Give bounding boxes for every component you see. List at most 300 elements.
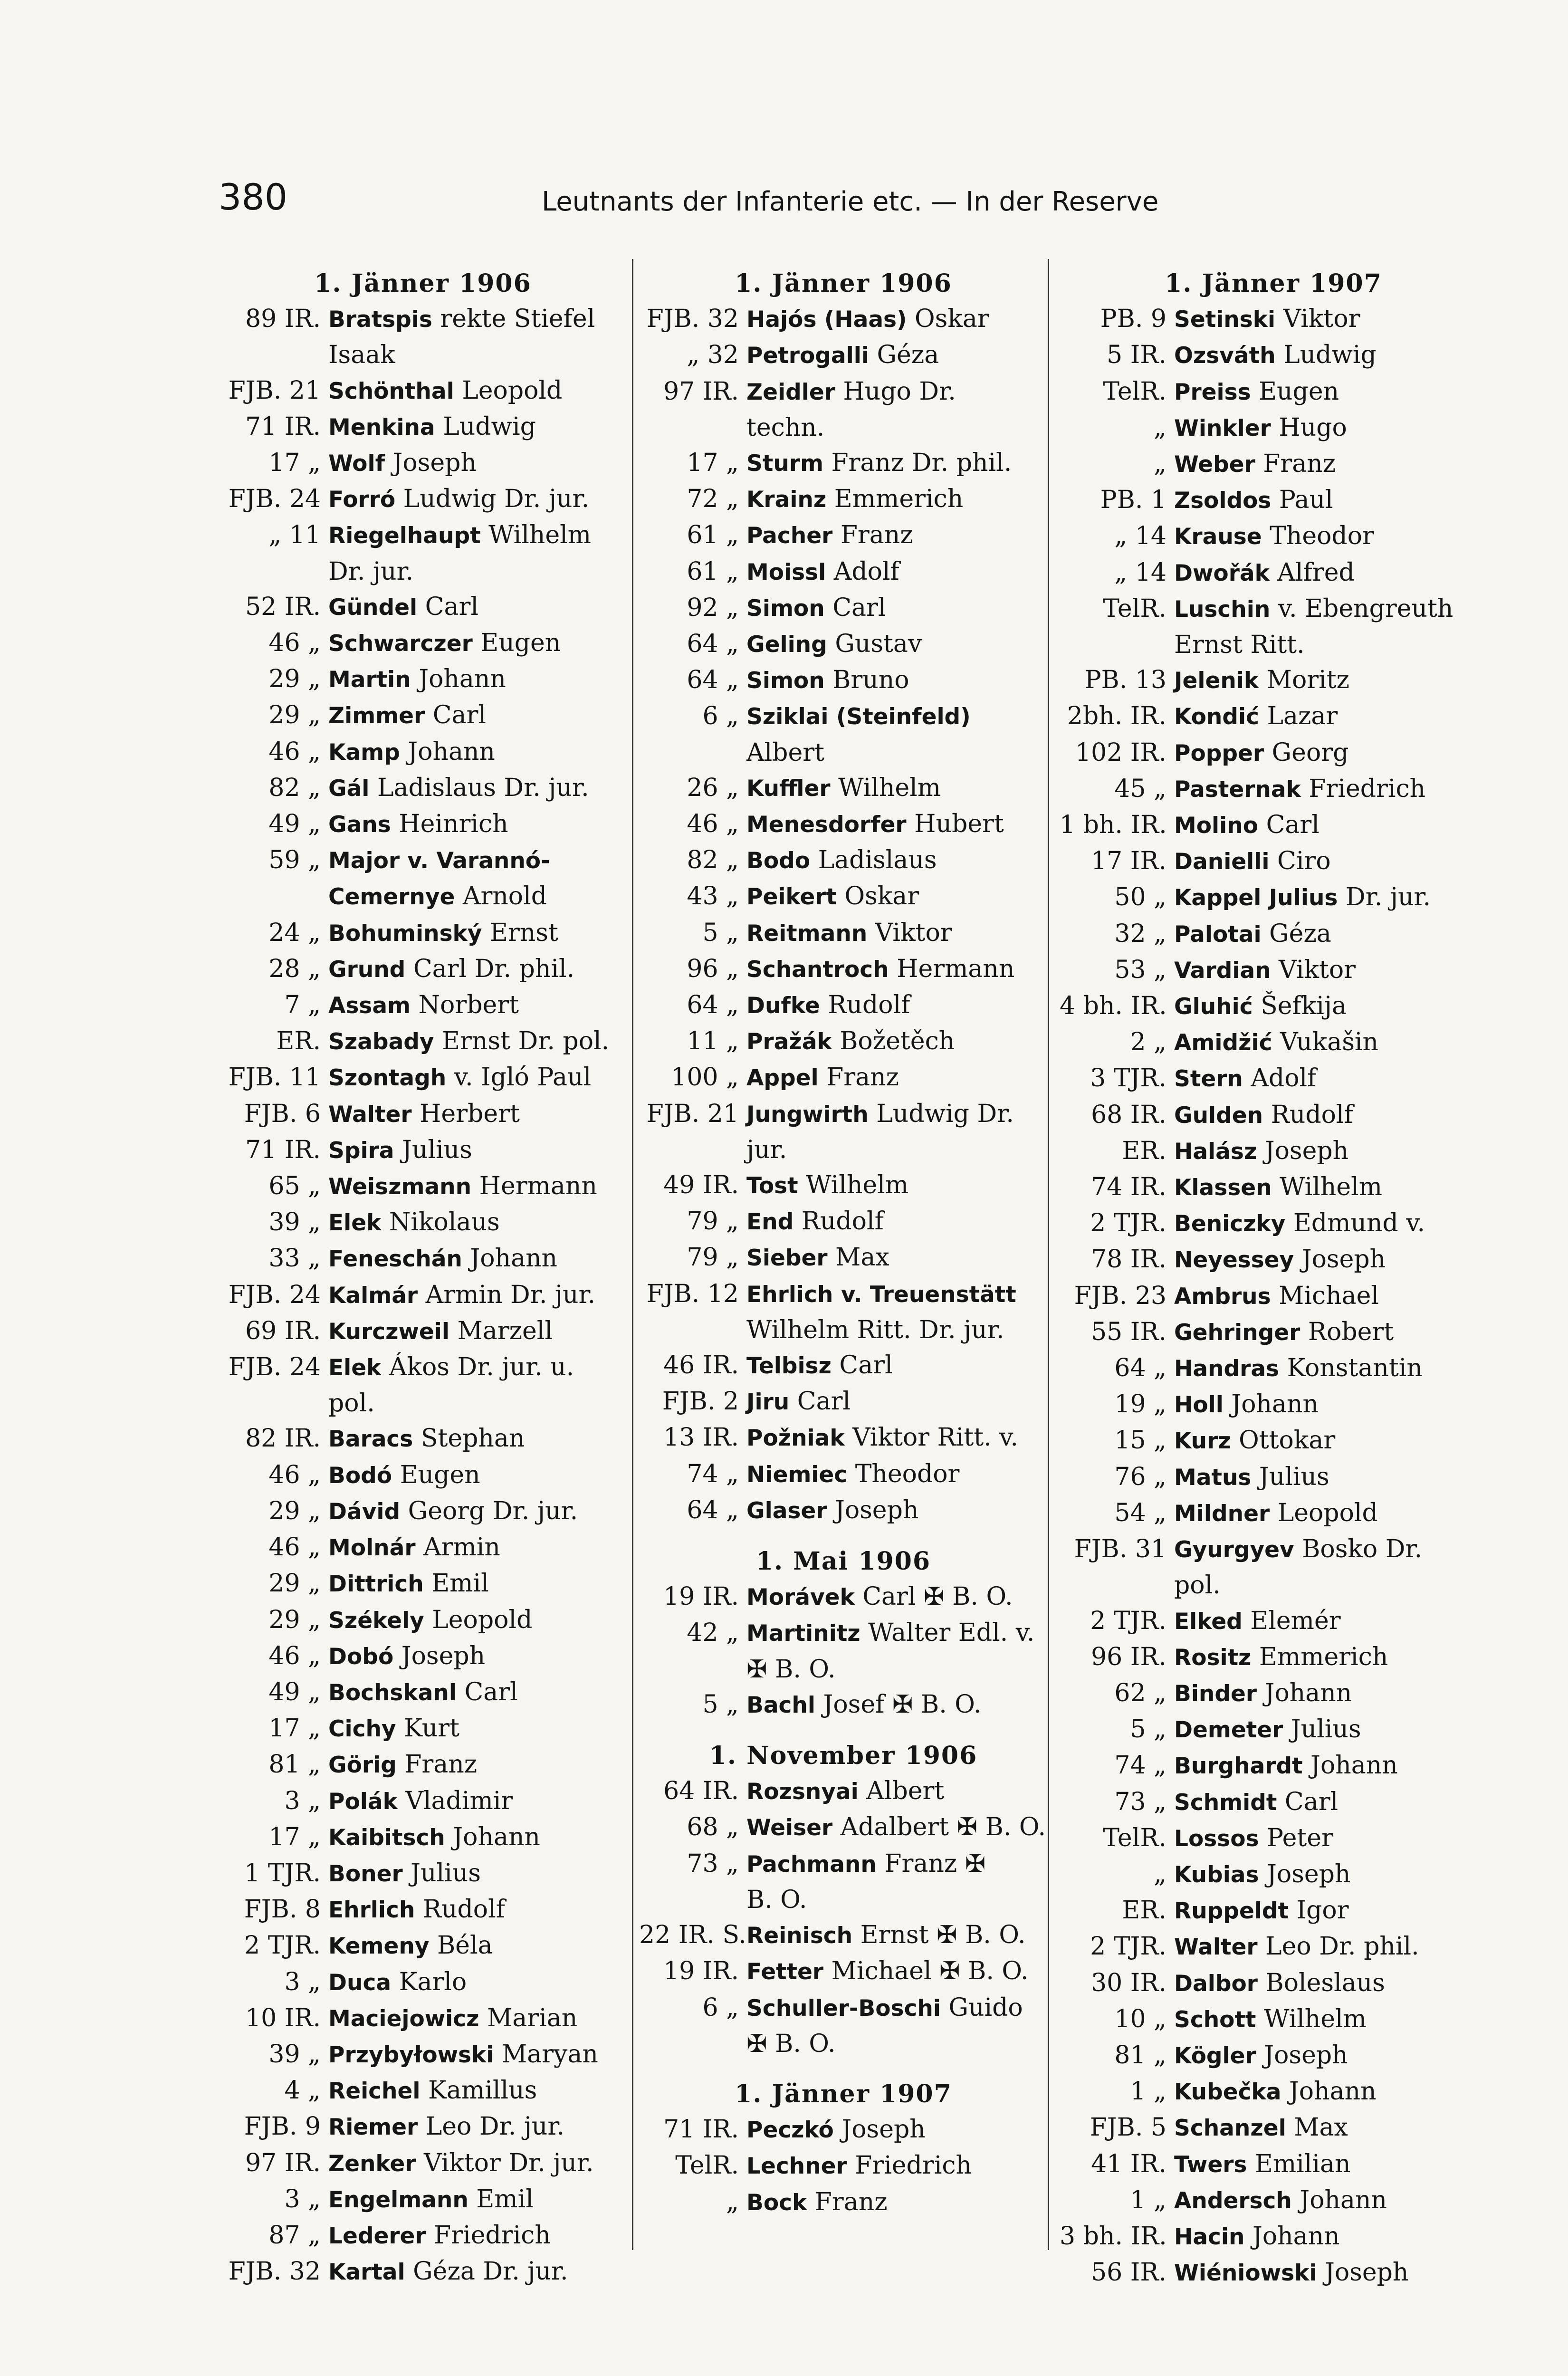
roster-entry bbox=[639, 626, 1048, 662]
given-name: Géza bbox=[1269, 919, 1331, 948]
officer-name bbox=[328, 517, 625, 589]
unit-label: FJB. 32 bbox=[228, 2257, 321, 2286]
officer-name bbox=[746, 2112, 1048, 2148]
roster-entry bbox=[639, 1456, 1048, 1493]
roster-entry bbox=[1060, 337, 1487, 374]
roster-entry bbox=[639, 1615, 1048, 1686]
unit-label: 74 IR. bbox=[1091, 1173, 1166, 1202]
unit-label: 82 IR. bbox=[245, 1424, 321, 1453]
surname: Reichel bbox=[328, 2078, 421, 2105]
given-name: Marian bbox=[487, 2003, 578, 2032]
unit-label: 3 „ bbox=[284, 1967, 321, 1996]
officer-name bbox=[328, 734, 625, 770]
given-name: Ernst bbox=[489, 918, 558, 947]
officer-name bbox=[1174, 988, 1487, 1025]
given-name: Joseph bbox=[392, 449, 477, 477]
officer-name bbox=[328, 1602, 625, 1638]
roster-entry bbox=[221, 625, 625, 661]
officer-name bbox=[328, 915, 625, 951]
roster-entry bbox=[1060, 1857, 1487, 1893]
unit-label: 50 „ bbox=[1114, 883, 1166, 912]
surname: Jiru bbox=[746, 1389, 790, 1416]
surname: Peczkó bbox=[746, 2117, 834, 2144]
surname: Neyessey bbox=[1174, 1247, 1294, 1274]
given-name: Joseph bbox=[1267, 1859, 1351, 1888]
roster-entry bbox=[1060, 699, 1487, 735]
page-header bbox=[219, 176, 1473, 233]
surname: Menesdorfer bbox=[746, 812, 907, 838]
section-heading: 1. Mai 1906 bbox=[755, 1547, 931, 1576]
given-name: Johann bbox=[1231, 1390, 1319, 1419]
surname: Schönthal bbox=[328, 378, 454, 404]
roster-entry bbox=[221, 1964, 625, 2001]
roster-entry bbox=[1060, 735, 1487, 771]
surname: Binder bbox=[1174, 1680, 1257, 1707]
surname: Zimmer bbox=[328, 703, 425, 729]
roster-entry bbox=[1060, 1820, 1487, 1857]
surname: Gulden bbox=[1174, 1102, 1263, 1129]
unit-label: 46 „ bbox=[268, 1641, 321, 1670]
surname: Maciejowicz bbox=[328, 2005, 479, 2032]
unit-label: FJB. 24 bbox=[228, 485, 321, 514]
officer-name bbox=[328, 1241, 625, 1277]
officer-name bbox=[1174, 1712, 1487, 1748]
officer-name bbox=[1174, 1748, 1487, 1784]
unit-label: 46 „ bbox=[268, 737, 321, 766]
roster-entry bbox=[639, 1096, 1048, 1168]
given-name: Armin Dr. jur. bbox=[425, 1280, 596, 1309]
unit-label: FJB. 32 bbox=[646, 305, 739, 334]
unit-label: TelR. bbox=[1103, 594, 1166, 623]
unit-label: 78 IR. bbox=[1091, 1245, 1166, 1274]
roster-entry bbox=[639, 1204, 1048, 1240]
unit-label: 76 „ bbox=[1114, 1462, 1166, 1491]
officer-name bbox=[746, 806, 1048, 843]
surname: Lossos bbox=[1174, 1825, 1259, 1852]
roster-entry bbox=[639, 517, 1048, 554]
officer-name bbox=[1174, 2002, 1487, 2038]
roster-entry bbox=[1060, 807, 1487, 843]
roster-entry bbox=[639, 770, 1048, 806]
unit-label: 46 „ bbox=[268, 1460, 321, 1489]
given-name: Ciro bbox=[1277, 847, 1331, 876]
unit-label: 71 IR. bbox=[245, 1135, 321, 1164]
surname: Kaibitsch bbox=[328, 1824, 445, 1851]
given-name: Ludwig bbox=[443, 412, 536, 441]
unit-label: 62 „ bbox=[1114, 1678, 1166, 1707]
officer-name bbox=[1174, 735, 1487, 771]
given-name: Albert bbox=[866, 1777, 945, 1806]
roster-entry bbox=[639, 1420, 1048, 1456]
unit-label: FJB. 11 bbox=[228, 1063, 321, 1092]
surname: Weber bbox=[1174, 451, 1255, 478]
given-name: Carl bbox=[1266, 811, 1319, 840]
unit-label: FJB. 21 bbox=[228, 376, 321, 405]
unit-label: 6 „ bbox=[702, 1993, 739, 2022]
unit-label: FJB. 31 bbox=[1074, 1535, 1166, 1564]
roster-entry bbox=[1060, 1025, 1487, 1061]
officer-name bbox=[328, 806, 625, 843]
roster-entry bbox=[221, 2001, 625, 2037]
unit-label: 10 „ bbox=[1114, 2004, 1166, 2033]
name-continuation: ✠ B. O. bbox=[746, 1655, 836, 1684]
unit-label: 4 „ bbox=[284, 2076, 321, 2105]
unit-label: 3 TJR. bbox=[1090, 1064, 1166, 1093]
officer-name bbox=[328, 1277, 625, 1313]
unit-label: 69 IR. bbox=[245, 1316, 321, 1345]
unit-label: 55 IR. bbox=[1091, 1317, 1166, 1346]
officer-name bbox=[1174, 1495, 1487, 1532]
surname: Pacher bbox=[746, 523, 833, 549]
roster-entry bbox=[1060, 518, 1487, 555]
surname: Dalbor bbox=[1174, 1970, 1258, 1997]
roster-entry bbox=[639, 301, 1048, 337]
unit-label: 4 bh. IR. bbox=[1060, 992, 1167, 1021]
officer-name bbox=[328, 589, 625, 625]
given-name: Viktor Ritt. v. bbox=[852, 1423, 1018, 1452]
surname: Schanzel bbox=[1174, 2115, 1286, 2142]
given-name: Wilhelm bbox=[806, 1171, 909, 1200]
given-name: Michael ✠ B. O. bbox=[831, 1957, 1029, 1986]
surname: Szabady bbox=[328, 1029, 434, 1055]
officer-name bbox=[1174, 1603, 1487, 1639]
given-name: Kurt bbox=[404, 1714, 460, 1743]
officer-name bbox=[1174, 771, 1487, 807]
officer-name bbox=[1174, 1278, 1487, 1314]
surname: Zsoldos bbox=[1174, 488, 1272, 514]
unit-label: 32 „ bbox=[1114, 919, 1166, 948]
roster-entry bbox=[1060, 1242, 1487, 1278]
officer-name bbox=[746, 1579, 1048, 1615]
unit-label: 92 „ bbox=[687, 593, 739, 622]
officer-name bbox=[1174, 843, 1487, 880]
officer-name bbox=[328, 1457, 625, 1494]
unit-label: 26 „ bbox=[687, 773, 739, 802]
roster-entry bbox=[1060, 2183, 1487, 2219]
given-name: Julius bbox=[411, 1859, 481, 1887]
surname: Dittrich bbox=[328, 1571, 424, 1598]
given-name: Ernst ✠ B. O. bbox=[860, 1921, 1026, 1950]
officer-name bbox=[746, 590, 1048, 626]
roster-entry bbox=[221, 2182, 625, 2218]
section-heading: 1. Jänner 1906 bbox=[314, 269, 532, 298]
surname: Geling bbox=[746, 632, 827, 658]
officer-name bbox=[328, 1132, 625, 1169]
surname: Burghardt bbox=[1174, 1753, 1303, 1780]
unit-label: PB. 13 bbox=[1084, 666, 1166, 695]
officer-name bbox=[1174, 1061, 1487, 1097]
surname: Hajós (Haas) bbox=[746, 307, 907, 333]
surname: Kögler bbox=[1174, 2042, 1256, 2069]
officer-name bbox=[328, 1313, 625, 1350]
roster-entry bbox=[221, 1277, 625, 1313]
given-name: Josef ✠ B. O. bbox=[823, 1690, 982, 1719]
surname: Dobó bbox=[328, 1643, 394, 1670]
roster-entry bbox=[639, 445, 1048, 481]
unit-label: 19 IR. bbox=[663, 1582, 739, 1611]
surname: Pachmann bbox=[746, 1851, 877, 1878]
unit-label: 29 „ bbox=[268, 1496, 321, 1525]
officer-name bbox=[1174, 482, 1487, 518]
surname: Twers bbox=[1174, 2151, 1247, 2178]
column-divider bbox=[632, 259, 633, 2250]
officer-name bbox=[328, 1820, 625, 1856]
officer-name bbox=[746, 1276, 1048, 1348]
unit-label: 22 IR. S. bbox=[639, 1921, 746, 1950]
roster-entry bbox=[221, 1711, 625, 1747]
surname: Schwarczer bbox=[328, 631, 473, 657]
officer-name bbox=[328, 1964, 625, 2001]
roster-entry bbox=[221, 589, 625, 625]
section-heading: 1. Jänner 1906 bbox=[735, 269, 952, 298]
given-name: Oskar bbox=[844, 882, 919, 911]
surname: Martinitz bbox=[746, 1620, 860, 1647]
surname: Zenker bbox=[328, 2150, 416, 2177]
roster-entry bbox=[639, 1917, 1048, 1954]
roster-entry bbox=[1060, 1965, 1487, 2002]
unit-label: 100 „ bbox=[671, 1063, 739, 1092]
unit-label: 2 „ bbox=[1130, 1028, 1166, 1057]
surname: Kurczweil bbox=[328, 1318, 449, 1345]
surname: Schantroch bbox=[746, 956, 889, 983]
surname: Weiser bbox=[746, 1815, 833, 1841]
officer-name bbox=[328, 1711, 625, 1747]
unit-label: 96 IR. bbox=[1091, 1642, 1166, 1671]
column-2 bbox=[639, 266, 1048, 2221]
roster-entry bbox=[1060, 1314, 1487, 1351]
given-name: Walter Edl. v. bbox=[868, 1619, 1035, 1648]
given-name: Hermann bbox=[897, 954, 1015, 983]
unit-label: 53 „ bbox=[1114, 955, 1166, 984]
section-heading: 1. Jänner 1907 bbox=[735, 2079, 952, 2108]
officer-name bbox=[1174, 1929, 1487, 1965]
given-name: Emmerich bbox=[834, 485, 964, 514]
unit-label: 5 „ bbox=[1130, 1715, 1166, 1744]
unit-label: ER. bbox=[276, 1027, 321, 1056]
given-name: Leopold bbox=[462, 376, 563, 405]
unit-label: 52 IR. bbox=[245, 592, 321, 621]
given-name: Gustav bbox=[835, 630, 922, 659]
given-name: Oskar bbox=[915, 305, 989, 334]
officer-name bbox=[328, 1638, 625, 1675]
roster-entry bbox=[1060, 591, 1487, 662]
officer-name bbox=[746, 626, 1048, 662]
surname: Kappel Julius bbox=[1174, 885, 1338, 911]
officer-name bbox=[1174, 1206, 1487, 1242]
officer-name bbox=[328, 843, 625, 915]
surname: Mildner bbox=[1174, 1500, 1270, 1527]
unit-label: 6 „ bbox=[702, 702, 739, 731]
surname: Major v. Varannó- bbox=[328, 848, 550, 874]
given-name: Franz ✠ bbox=[884, 1849, 986, 1878]
given-name: Ottokar bbox=[1239, 1426, 1336, 1455]
roster-entry bbox=[221, 1928, 625, 1964]
given-name: Julius bbox=[1291, 1715, 1361, 1744]
unit-label: 82 „ bbox=[687, 846, 739, 875]
given-name: Paul bbox=[1279, 486, 1333, 515]
surname: Bochskanl bbox=[328, 1679, 457, 1706]
roster-entry bbox=[1060, 301, 1487, 337]
roster-entry bbox=[1060, 662, 1487, 699]
roster-entry bbox=[221, 770, 625, 806]
officer-name bbox=[746, 1810, 1048, 1846]
surname: Krause bbox=[1174, 524, 1262, 550]
given-name: Carl bbox=[1284, 1787, 1339, 1816]
name-continuation: B. O. bbox=[746, 1885, 807, 1914]
roster-entry bbox=[221, 1638, 625, 1675]
unit-label: 15 „ bbox=[1114, 1426, 1166, 1455]
roster-entry bbox=[1060, 2002, 1487, 2038]
given-name: Viktor bbox=[1283, 305, 1360, 334]
officer-name bbox=[328, 2218, 625, 2254]
roster-entry bbox=[221, 806, 625, 843]
given-name: Elemér bbox=[1250, 1606, 1341, 1635]
given-name: Wilhelm bbox=[1280, 1173, 1383, 1202]
name-continuation: ✠ B. O. bbox=[746, 2029, 836, 2058]
unit-label: 46 „ bbox=[687, 810, 739, 839]
officer-name bbox=[328, 1747, 625, 1783]
given-name: Joseph bbox=[1264, 2041, 1348, 2069]
officer-name bbox=[328, 1421, 625, 1457]
name-continuation: Arnold bbox=[462, 882, 547, 911]
unit-label: 17 „ bbox=[268, 1714, 321, 1743]
officer-name bbox=[1174, 2219, 1487, 2255]
officer-name bbox=[1174, 662, 1487, 699]
unit-label: „ bbox=[1154, 1859, 1166, 1888]
officer-name bbox=[1174, 337, 1487, 374]
roster-entry bbox=[1060, 1133, 1487, 1169]
given-name: Johann bbox=[408, 737, 495, 766]
surname: Gans bbox=[328, 812, 391, 838]
given-name: Leo Dr. jur. bbox=[425, 2112, 565, 2141]
officer-name bbox=[746, 1773, 1048, 1810]
given-name: Franz Dr. phil. bbox=[831, 449, 1012, 477]
roster-entry bbox=[1060, 1423, 1487, 1459]
officer-name bbox=[746, 951, 1048, 987]
unit-label: 17 „ bbox=[687, 449, 739, 477]
officer-name bbox=[328, 2182, 625, 2218]
surname: Gündel bbox=[328, 594, 418, 621]
given-name: Carl ✠ B. O. bbox=[862, 1582, 1013, 1611]
surname: Schuller-Boschi bbox=[746, 1995, 941, 2022]
surname: Pasternak bbox=[1174, 776, 1301, 803]
officer-name bbox=[746, 1240, 1048, 1276]
officer-name bbox=[1174, 410, 1487, 446]
given-name: Theodor bbox=[1270, 522, 1374, 551]
surname: Pražák bbox=[746, 1029, 832, 1055]
surname: Menkina bbox=[328, 414, 435, 441]
roster-entry bbox=[639, 1990, 1048, 2061]
given-name: Vladimir bbox=[405, 1786, 513, 1815]
unit-label: „ bbox=[726, 2187, 739, 2216]
officer-name bbox=[328, 2254, 625, 2290]
officer-name bbox=[328, 1892, 625, 1928]
officer-name bbox=[328, 1494, 625, 1530]
surname: Molino bbox=[1174, 813, 1259, 839]
surname: Bodó bbox=[328, 1462, 392, 1489]
unit-label: 46 IR. bbox=[663, 1351, 739, 1380]
officer-name bbox=[1174, 1459, 1487, 1495]
roster-entry bbox=[639, 481, 1048, 517]
surname: Halász bbox=[1174, 1138, 1257, 1165]
surname: Kubečka bbox=[1174, 2079, 1281, 2106]
roster-entry bbox=[221, 1350, 625, 1421]
unit-label: TelR. bbox=[1103, 377, 1166, 406]
given-name: Georg Dr. jur. bbox=[408, 1496, 578, 1525]
officer-name bbox=[328, 1530, 625, 1566]
surname: Lederer bbox=[328, 2223, 426, 2249]
roster-entry bbox=[221, 2037, 625, 2073]
given-name: Franz bbox=[814, 2187, 888, 2216]
officer-name bbox=[328, 698, 625, 734]
surname: Kondić bbox=[1174, 704, 1259, 730]
unit-label: FJB. 6 bbox=[244, 1099, 321, 1128]
officer-name bbox=[746, 1615, 1048, 1686]
roster-entry bbox=[1060, 2038, 1487, 2074]
unit-label: 46 „ bbox=[268, 1533, 321, 1562]
surname: Spira bbox=[328, 1137, 394, 1164]
roster-entry bbox=[1060, 1061, 1487, 1097]
unit-label: „ bbox=[1154, 450, 1166, 478]
given-name: Leopold bbox=[432, 1605, 533, 1634]
given-name: Hugo bbox=[1279, 413, 1347, 442]
officer-name bbox=[1174, 1387, 1487, 1423]
surname: Kalmár bbox=[328, 1282, 418, 1309]
given-name: Robert bbox=[1308, 1317, 1394, 1346]
surname: Boner bbox=[328, 1860, 403, 1887]
given-name: Leopold bbox=[1277, 1498, 1378, 1527]
name-continuation: Ernst Ritt. bbox=[1174, 631, 1305, 660]
given-name: Konstantin bbox=[1287, 1354, 1423, 1383]
surname: Lechner bbox=[746, 2153, 847, 2180]
surname: Elek bbox=[328, 1355, 382, 1381]
officer-name bbox=[746, 1024, 1048, 1060]
officer-name bbox=[746, 915, 1048, 951]
unit-label: „ bbox=[1154, 413, 1166, 442]
roster-entry bbox=[1060, 482, 1487, 518]
unit-label: FJB. 24 bbox=[228, 1353, 321, 1382]
unit-label: 73 „ bbox=[1114, 1787, 1166, 1816]
officer-name bbox=[328, 1169, 625, 1205]
surname: Telbisz bbox=[746, 1353, 832, 1380]
roster-entry bbox=[221, 987, 625, 1024]
given-name: Marzell bbox=[457, 1316, 553, 1345]
roster-entry bbox=[221, 1313, 625, 1350]
unit-label: 3 „ bbox=[284, 2184, 321, 2213]
officer-name bbox=[1174, 1242, 1487, 1278]
given-name: Ladislaus bbox=[818, 846, 937, 875]
unit-label: 2 TJR. bbox=[1090, 1606, 1166, 1635]
officer-name bbox=[746, 1846, 1048, 1917]
unit-label: 64 „ bbox=[687, 1495, 739, 1524]
name-continuation: Isaak bbox=[328, 341, 395, 370]
officer-name bbox=[328, 2001, 625, 2037]
officer-name bbox=[1174, 2183, 1487, 2219]
surname: Bachl bbox=[746, 1692, 815, 1718]
name-continuation: pol. bbox=[1174, 1571, 1221, 1600]
roster-entry bbox=[221, 1169, 625, 1205]
officer-name bbox=[328, 1096, 625, 1132]
roster-entry bbox=[1060, 2110, 1487, 2146]
surname: Palotai bbox=[1174, 921, 1262, 948]
unit-label: 79 „ bbox=[687, 1243, 739, 1272]
surname: Sieber bbox=[746, 1245, 828, 1272]
roster-entry bbox=[639, 1276, 1048, 1348]
given-name: Ludwig Dr. bbox=[876, 1099, 1014, 1128]
roster-entry bbox=[1060, 916, 1487, 952]
officer-name bbox=[328, 1675, 625, 1711]
roster-entry bbox=[639, 2184, 1048, 2221]
